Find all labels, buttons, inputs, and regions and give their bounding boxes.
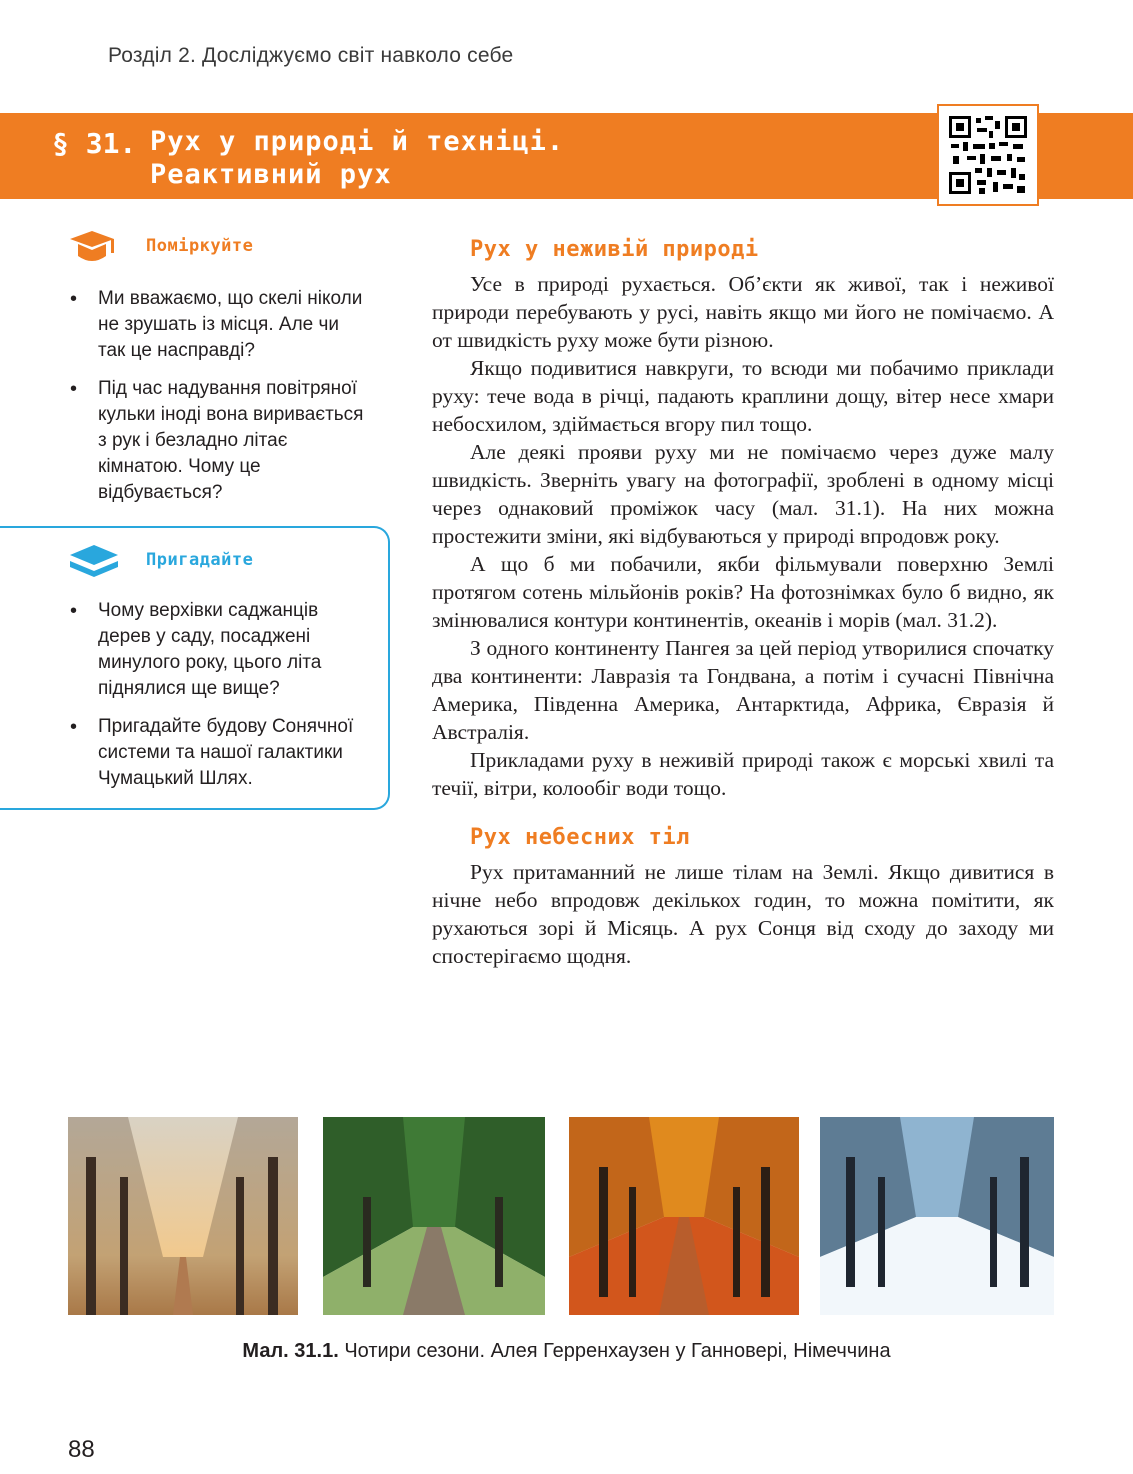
paragraph: Якщо подивитися навкруги, то всюди ми побачимо приклади руху: тече вода в річці, падають краплини дощу, вітер несе хмари небосхилом, здіймається вгору пил тощо. [432, 356, 1054, 436]
think-list [70, 286, 370, 518]
think-item-2: • Під час надування повітряної кульки іноді вона виривається з рук і безладно літає кімнатою. Чому це відбувається? [70, 376, 370, 506]
photo-winter [820, 1117, 1054, 1315]
photo-spring [68, 1117, 298, 1315]
title-line-2: Реактивний рух [150, 159, 392, 190]
remember-heading: Пригадайте [146, 550, 254, 570]
section-number: § 31. [52, 127, 137, 160]
page-number: 88 [68, 1436, 95, 1463]
paragraph: А що б ми побачили, якби фільмували поверхню Землі протягом сотень мільйонів років? На фотознімках було б видно, як змінювалися контури континентів, океанів і морів (мал. 31.2). [432, 552, 1054, 632]
figure-caption-text: Чотири сезони. Алея Герренхаузен у Ганновері, Німеччина [344, 1340, 891, 1362]
remember-item-1: • Чому верхівки саджанців дерев у саду, посаджені минулого року, цього літа піднялися ще вище? [70, 598, 370, 702]
photo-autumn [569, 1117, 799, 1315]
remember-list [70, 598, 370, 804]
think-item-1: • Ми вважаємо, що скелі ніколи не зрушать із місця. Але чи так це насправді? [70, 286, 370, 364]
graduation-cap-icon [68, 231, 118, 267]
qr-code[interactable] [937, 104, 1039, 206]
figure-label: Мал. 31.1. [242, 1340, 339, 1362]
section-heading-celestial: Рух небесних тіл [470, 825, 690, 850]
paragraph: Прикладами руху в неживій природі також є морські хвилі та течії, вітри, колообіг води тощо. [432, 748, 1054, 800]
running-head: Розділ 2. Досліджуємо світ навколо себе [108, 44, 514, 67]
paragraph: Але деякі прояви руху ми не помічаємо через дуже малу швидкість. Зверніть увагу на фотографії, зроблені в одному місці через однаковий проміжок часу (мал. 31.1). На них можна простежити зміни, які відбуваються у природі впродовж року. [432, 440, 1054, 548]
book-icon [68, 541, 120, 581]
paragraph: Рух притаманний не лише тілам на Землі. Якщо дивитися в нічне небо впродовж декількох годин, то можна помітити, як рухаються зорі й Місяць. А рух Сонця від сходу до заходу ми спостерігаємо щодня. [432, 860, 1054, 968]
section-heading-nonliving: Рух у неживій природі [470, 237, 759, 262]
main-text [432, 236, 1054, 970]
paragraph: З одного континенту Пангея за цей період утворилися спочатку два континенти: Лавразія та Гондвана, а потім і сучасні Північна Америка, Південна Америка, Антарктида, Африка, Євразія й Австралія. [432, 636, 1054, 744]
page-title [150, 125, 564, 191]
paragraph: Усе в природі рухається. Об’єкти як живої, так і неживої природи перебувають у русі, навіть якщо ми його не помічаємо. А от швидкість руху може бути різною. [432, 272, 1054, 352]
photo-summer [323, 1117, 545, 1315]
title-line-1: Рух у природі й техніці. [150, 126, 565, 157]
think-heading: Поміркуйте [146, 236, 254, 256]
qr-code-icon [949, 116, 1027, 194]
remember-item-2: • Пригадайте будову Сонячної системи та нашої галактики Чумацький Шлях. [70, 714, 370, 792]
figure-caption [0, 1340, 1133, 1363]
